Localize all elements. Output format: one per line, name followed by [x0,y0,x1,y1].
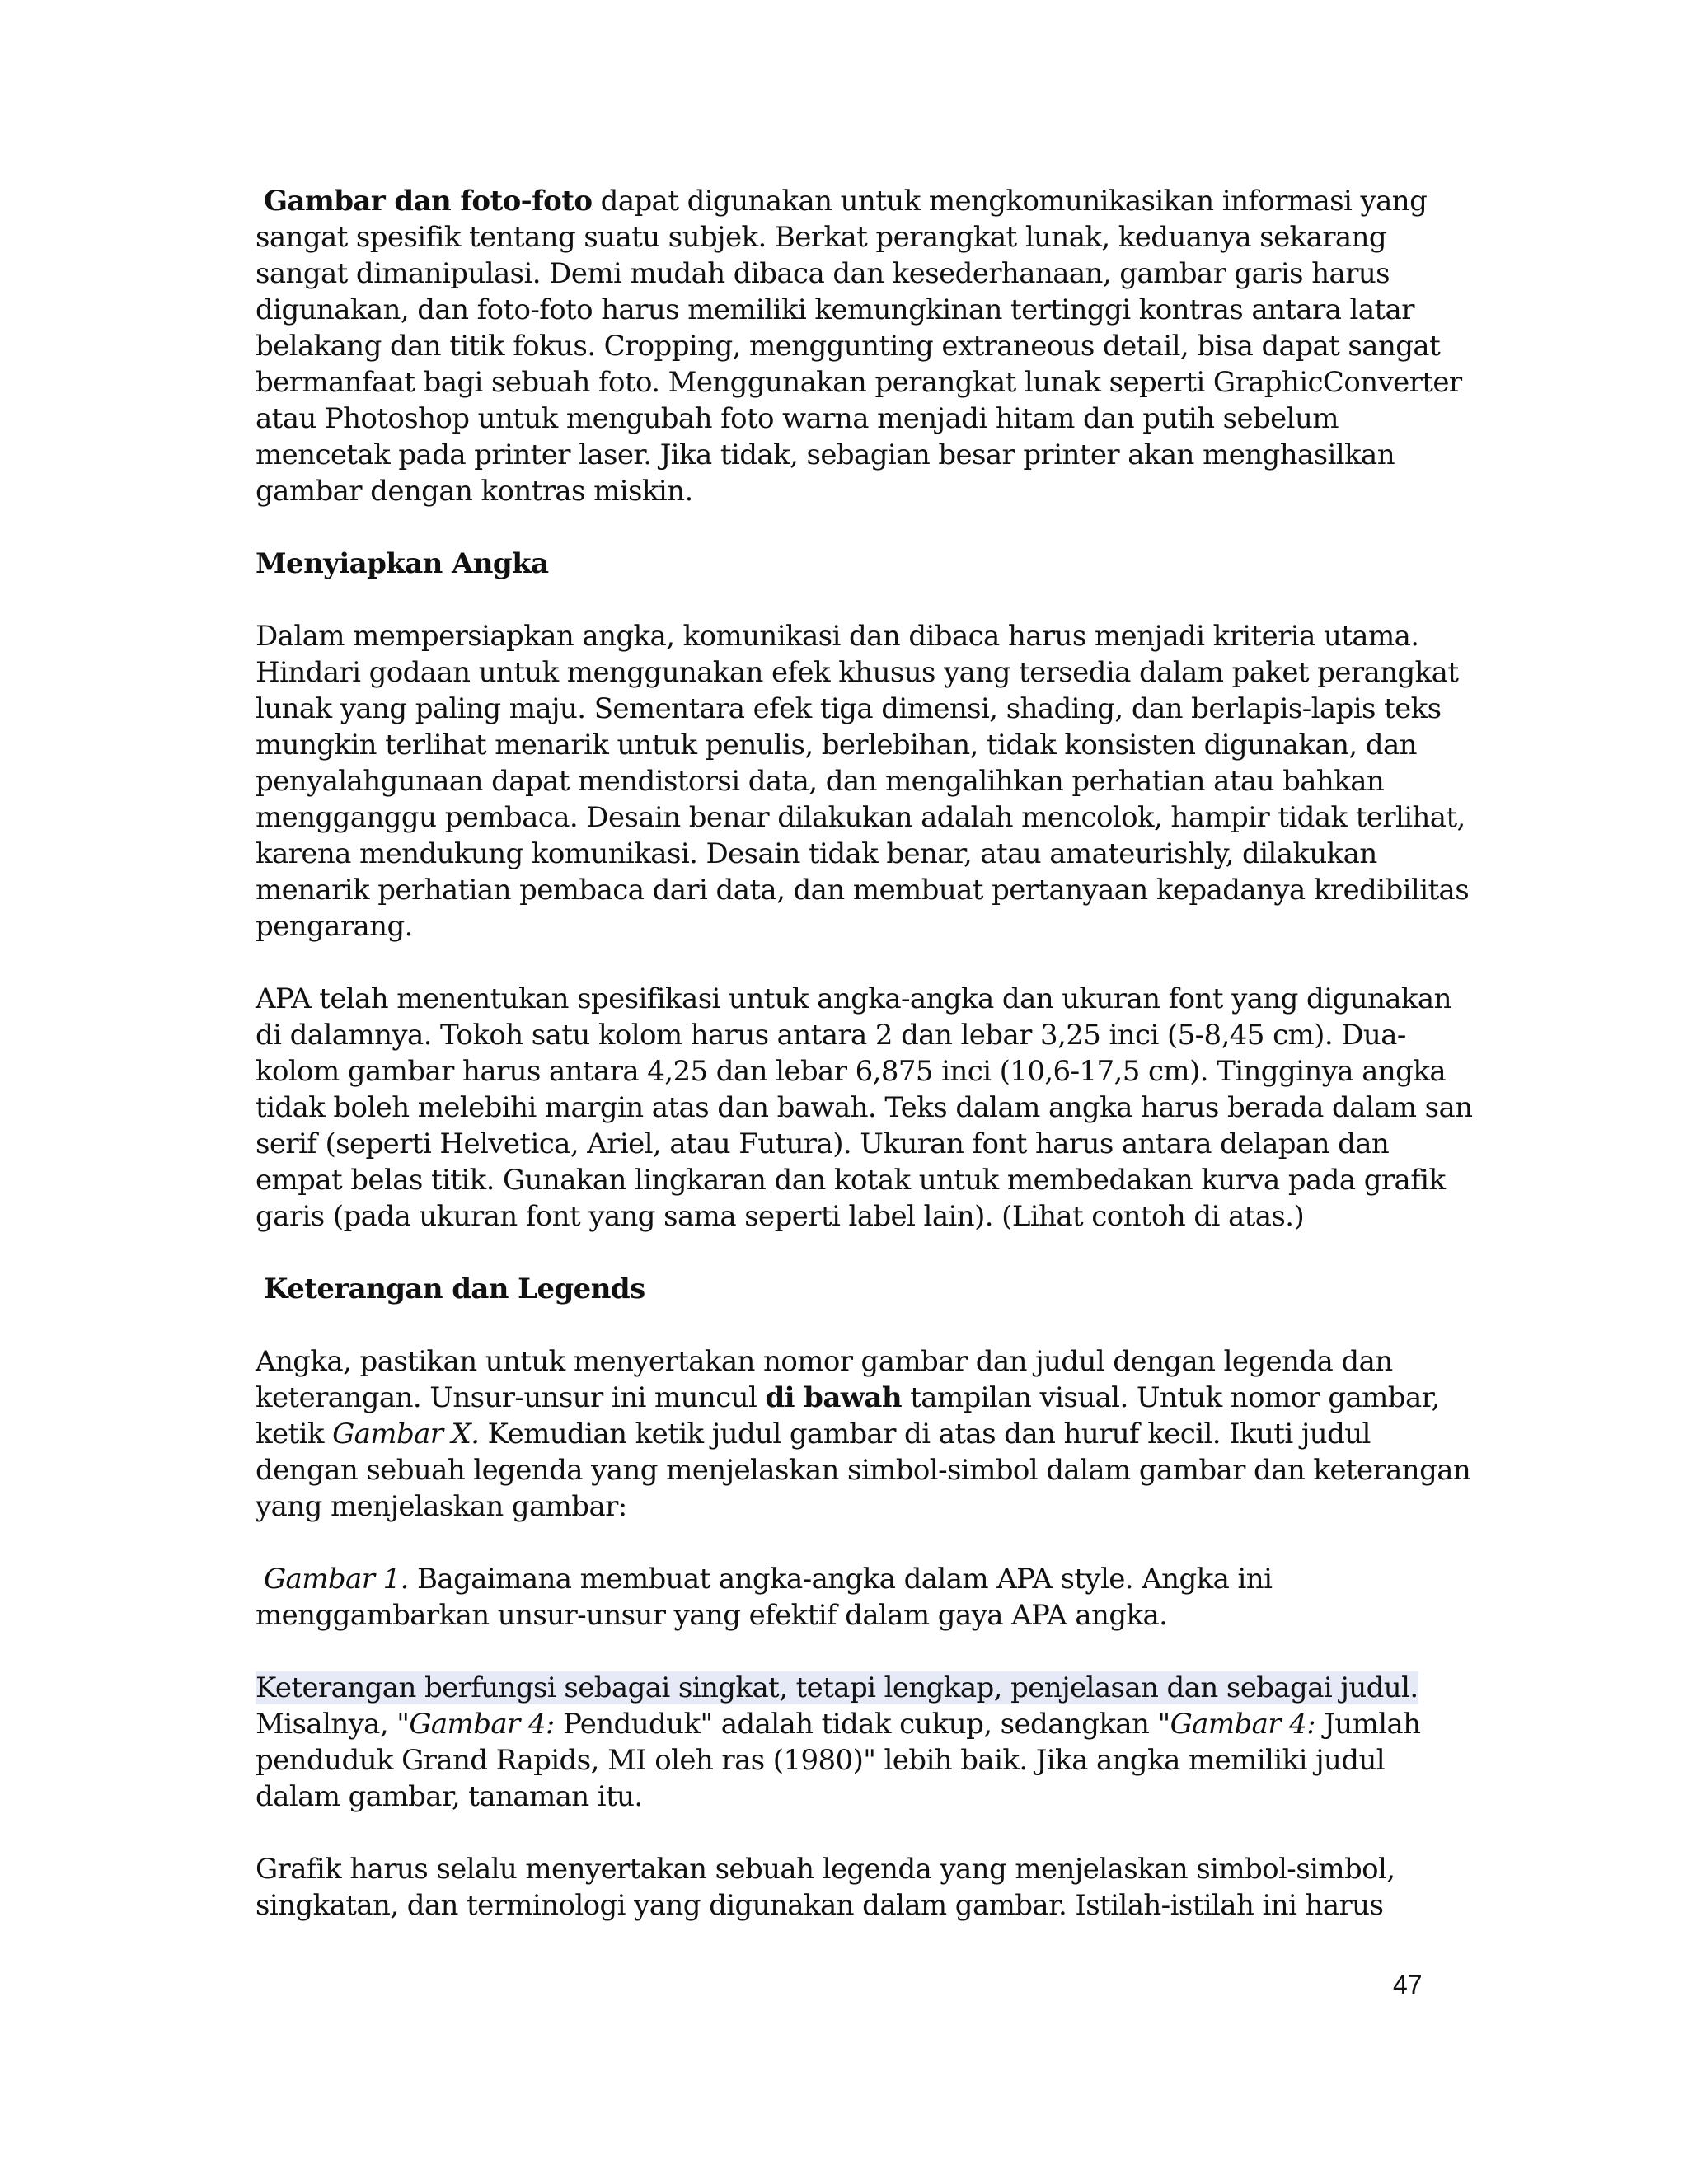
text-span: ketik [256,1418,333,1451]
italic-term: "Gambar 4: [1157,1708,1316,1741]
text-line [256,1416,1442,1452]
text-line: sangat spesifik tentang suatu subjek. Berkat perangkat lunak, keduanya sekarang [256,221,1387,254]
text-line: kolom gambar harus antara 4,25 dan lebar 6,875 inci (10,6-17,5 cm). Tingginya angka [256,1055,1446,1088]
text-span: Jumlah [1315,1708,1421,1741]
spacer [256,509,1442,546]
text-line: dalam gambar, tanaman itu. [256,1780,643,1813]
text-line: penyalahgunaan dapat mendistorsi data, dan mengalihkan perhatian atau bahkan [256,765,1385,798]
text-line: menggambarkan unsur-unsur yang efektif dalam gaya APA angka. [256,1599,1168,1632]
text-line: digunakan, dan foto-foto harus memiliki kemungkinan tertinggi kontras antara latar [256,293,1414,326]
paragraph-legend [256,1851,1442,1924]
text-line: menarik perhatian pembaca dari data, dan membuat pertanyaan kepadanya kredibilitas [256,874,1470,907]
text-span: Penduduk" adalah tidak cukup, sedangkan [554,1708,1158,1741]
paragraph-captions [256,1343,1471,1525]
paragraph-preparing-figures [256,618,1470,944]
text-span: tampilan visual. Untuk nomor gambar, [902,1381,1440,1414]
spacer [256,944,1442,981]
bold-term: di bawah [765,1381,902,1414]
text-span: Misalnya, [256,1708,397,1741]
section-heading-menyiapkan-angka: Menyiapkan Angka [256,547,549,580]
italic-term: Gambar X. [332,1418,480,1451]
paragraph-caption-function [256,1670,1442,1815]
text-line: karena mendukung komunikasi. Desain tidak benar, atau amateurishly, dilakukan [256,837,1377,870]
section-heading-keterangan-dan-legends: Keterangan dan Legends [264,1272,645,1305]
text-line: pengarang. [256,910,413,943]
paragraph-apa-specs [256,981,1473,1235]
paragraph-photos [256,183,1462,509]
text-line: Hindari godaan untuk menggunakan efek khusus yang tersedia dalam paket perangkat [256,656,1459,689]
paragraph-figure-example [256,1561,1442,1633]
text-line [256,1706,1442,1742]
text-line: sangat dimanipulasi. Demi mudah dibaca dan kesederhanaan, gambar garis harus [256,257,1390,290]
spacer [256,582,1442,618]
text-line [256,1561,1442,1597]
text-line: yang menjelaskan gambar: [256,1490,627,1523]
text-line: mencetak pada printer laser. Jika tidak, sebagian besar printer akan menghasilkan [256,438,1395,471]
text-line: dengan sebuah legenda yang menjelaskan simbol-simbol dalam gambar dan keterangan [256,1454,1471,1487]
text-line: di dalamnya. Tokoh satu kolom harus antara 2 dan lebar 3,25 inci (5-8,45 cm). Dua- [256,1019,1406,1052]
text-line: garis (pada ukuran font yang sama seperti label lain). (Lihat contoh di atas.) [256,1200,1305,1233]
text-line: mengganggu pembaca. Desain benar dilakukan adalah mencolok, hampir tidak terlihat, [256,801,1465,834]
text-line: atau Photoshop untuk mengubah foto warna menjadi hitam dan putih sebelum [256,402,1339,435]
page-number: 47 [1393,1970,1423,1999]
text-span: dapat digunakan untuk mengkomunikasikan informasi yang [592,185,1428,218]
text-span: Kemudian ketik judul gambar di atas dan huruf kecil. Ikuti judul [479,1418,1371,1451]
spacer [256,1633,1442,1670]
text-line: Angka, pastikan untuk menyertakan nomor gambar dan judul dengan legenda dan [256,1345,1393,1378]
spacer [256,1525,1442,1561]
spacer [256,1815,1442,1851]
highlighted-text[interactable]: Keterangan berfungsi sebagai singkat, tetapi lengkap, penjelasan dan sebagai judul. [256,1671,1418,1704]
text-span: keterangan. Unsur-unsur ini muncul [256,1381,766,1414]
spacer [256,1307,1442,1343]
document-body [256,183,1473,1924]
text-line: belakang dan titik fokus. Cropping, menggunting extraneous detail, bisa dapat sangat [256,330,1441,363]
text-line: serif (seperti Helvetica, Ariel, atau Futura). Ukuran font harus antara delapan dan [256,1127,1390,1160]
text-line: APA telah menentukan spesifikasi untuk angka-angka dan ukuran font yang digunakan [256,982,1451,1015]
text-line [256,183,1442,219]
text-line: singkatan, dan terminologi yang digunakan dalam gambar. Istilah-istilah ini harus [256,1889,1384,1922]
text-line [256,1380,1442,1416]
text-line: bermanfaat bagi sebuah foto. Menggunakan perangkat lunak seperti GraphicConverter [256,366,1462,399]
bold-term: Gambar dan foto-foto [264,185,593,218]
text-line: Grafik harus selalu menyertakan sebuah legenda yang menjelaskan simbol-simbol, [256,1853,1395,1886]
text-line: Dalam mempersiapkan angka, komunikasi dan dibaca harus menjadi kriteria utama. [256,620,1419,653]
text-line: mungkin terlihat menarik untuk penulis, berlebihan, tidak konsisten digunakan, dan [256,729,1417,762]
italic-term: Gambar 1. [264,1563,409,1596]
text-line: empat belas titik. Gunakan lingkaran dan kotak untuk membedakan kurva pada grafik [256,1164,1446,1197]
text-span: Bagaimana membuat angka-angka dalam APA style. Angka ini [408,1563,1273,1596]
text-line [256,1670,1442,1706]
text-line: tidak boleh melebihi margin atas dan bawah. Teks dalam angka harus berada dalam san [256,1091,1473,1124]
text-line: lunak yang paling maju. Sementara efek tiga dimensi, shading, dan berlapis-lapis teks [256,692,1442,725]
text-line: gambar dengan kontras miskin. [256,475,693,508]
text-line: penduduk Grand Rapids, MI oleh ras (1980)" lebih baik. Jika angka memiliki judul [256,1744,1386,1777]
spacer [256,1235,1442,1271]
italic-term: "Gambar 4: [396,1708,555,1741]
